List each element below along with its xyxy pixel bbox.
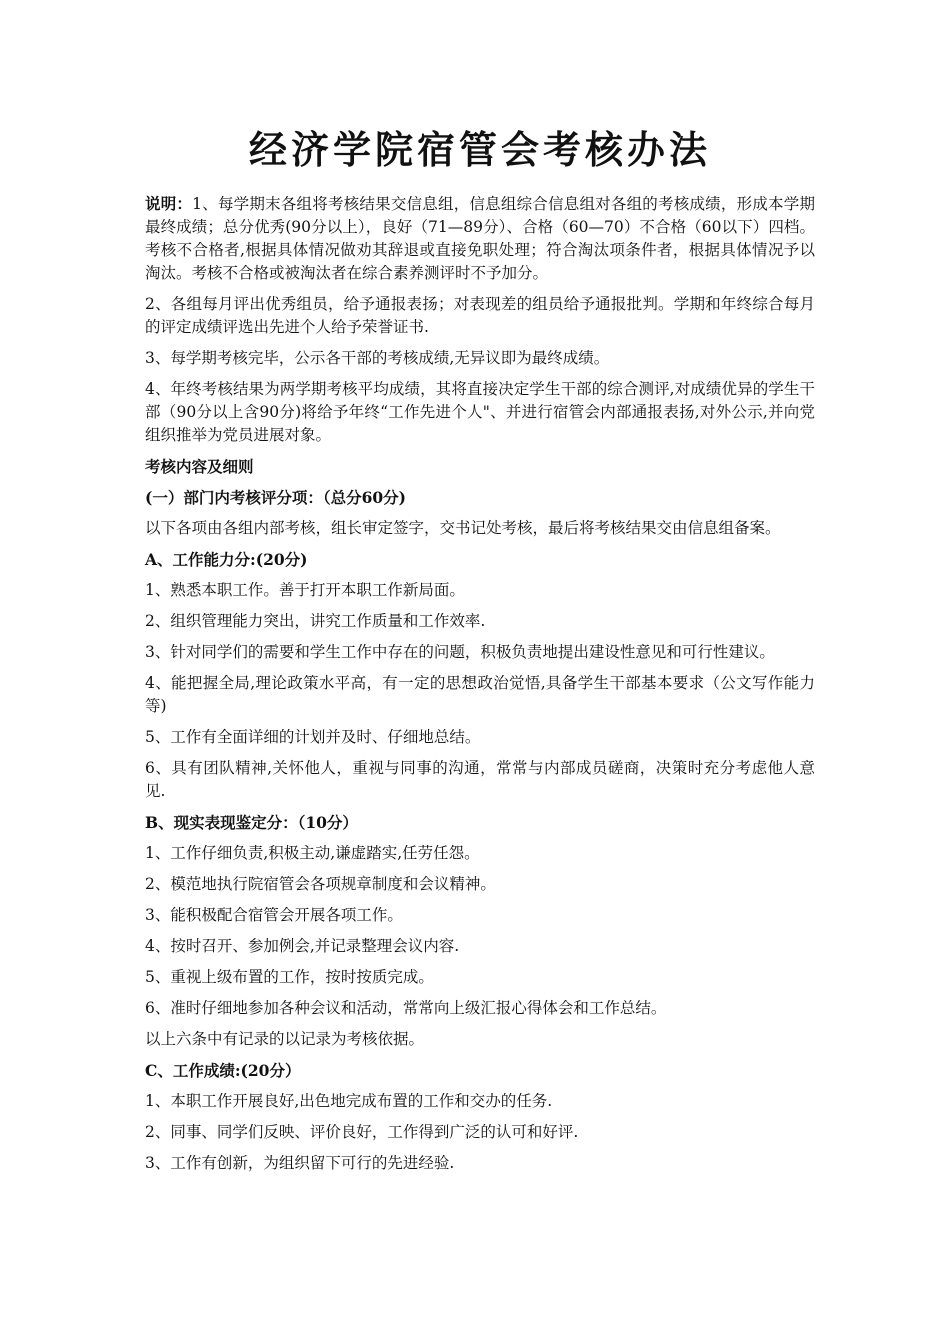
section-a-item: 6、具有团队精神,关怀他人，重视与同事的沟通，常常与内部成员磋商，决策时充分考虑他人意见. xyxy=(145,759,815,800)
section-a-item: 2、组织管理能力突出，讲究工作质量和工作效率. xyxy=(145,612,486,630)
intro-label: 说明： xyxy=(145,194,193,213)
intro-paragraph xyxy=(145,192,815,285)
section-c-item: 2、同事、同学们反映、评价良好，工作得到广泛的认可和好评. xyxy=(145,1123,579,1141)
section-a-item: 4、能把握全局,理论政策水平高，有一定的思想政治觉悟,具备学生干部基本要求（公文写作能力等) xyxy=(145,674,815,715)
section-b-note: 以上六条中有记录的以记录为考核依据。 xyxy=(145,1030,425,1048)
section-b-heading: B、现实表现鉴定分：（10分） xyxy=(145,813,358,832)
section-b-item: 4、按时召开、参加例会,并记录整理会议内容. xyxy=(145,937,460,955)
note-paragraph: 3、每学期考核完毕，公示各干部的考核成绩,无异议即为最终成绩。 xyxy=(145,349,610,367)
document-title: 经济学院宿管会考核办法 xyxy=(248,127,711,172)
section-b-item: 3、能积极配合宿管会开展各项工作。 xyxy=(145,906,403,924)
note-paragraph: 4、年终考核结果为两学期考核平均成绩，其将直接决定学生干部的综合测评,对成绩优异的学生干部（90分以上含90分)将给予年终“工作先进个人"、并进行宿管会内部通报表扬,对外公示,并向党组织推举为党员进展对象。 xyxy=(145,380,815,444)
section-c-heading: C、工作成绩:(20分） xyxy=(145,1061,301,1080)
section-a-item: 1、熟悉本职工作。善于打开本职工作新局面。 xyxy=(145,581,465,599)
section-a-item: 3、针对同学们的需要和学生工作中存在的问题，积极负责地提出建设性意见和可行性建议。 xyxy=(145,643,775,661)
section-b-item: 1、工作仔细负责,积极主动,谦虚踏实,任劳任怨。 xyxy=(145,844,480,862)
section-c-item: 3、工作有创新，为组织留下可行的先进经验. xyxy=(145,1154,455,1172)
section-a-item: 5、工作有全面详细的计划并及时、仔细地总结。 xyxy=(145,728,481,746)
section-b-item: 2、模范地执行院宿管会各项规章制度和会议精神。 xyxy=(145,875,496,893)
part1-description: 以下各项由各组内部考核，组长审定签字，交书记处考核，最后将考核结果交由信息组备案。 xyxy=(145,519,781,537)
section-b-item: 5、重视上级布置的工作，按时按质完成。 xyxy=(145,968,434,986)
document-page xyxy=(145,120,815,1183)
section-b-item: 6、准时仔细地参加各种会议和活动，常常向上级汇报心得体会和工作总结。 xyxy=(145,999,667,1017)
section-c-item: 1、本职工作开展良好,出色地完成布置的工作和交办的任务. xyxy=(145,1092,553,1110)
part1-heading: (一）部门内考核评分项：（总分60分) xyxy=(145,488,406,507)
note-paragraph: 2、各组每月评出优秀组员，给予通报表扬；对表现差的组员给予通报批判。学期和年终综合每月的评定成绩评选出先进个人给予荣誉证书. xyxy=(145,295,815,336)
section-heading: 考核内容及细则 xyxy=(145,457,254,476)
section-a-heading: A、工作能力分:(20分) xyxy=(145,550,308,569)
intro-text: 1、每学期末各组将考核结果交信息组，信息组综合信息组对各组的考核成绩，形成本学期最终成绩；总分优秀(90分以上），良好（71—89分）、合格（60—70）不合格（60以下）四档。考核不合格者,根据具体情况做劝其辞退或直接免职处理；符合淘汰项条件者，根据具体情况予以淘汰。考核不合格或被淘汰者在综合素养测评时不予加分。 xyxy=(145,195,815,282)
